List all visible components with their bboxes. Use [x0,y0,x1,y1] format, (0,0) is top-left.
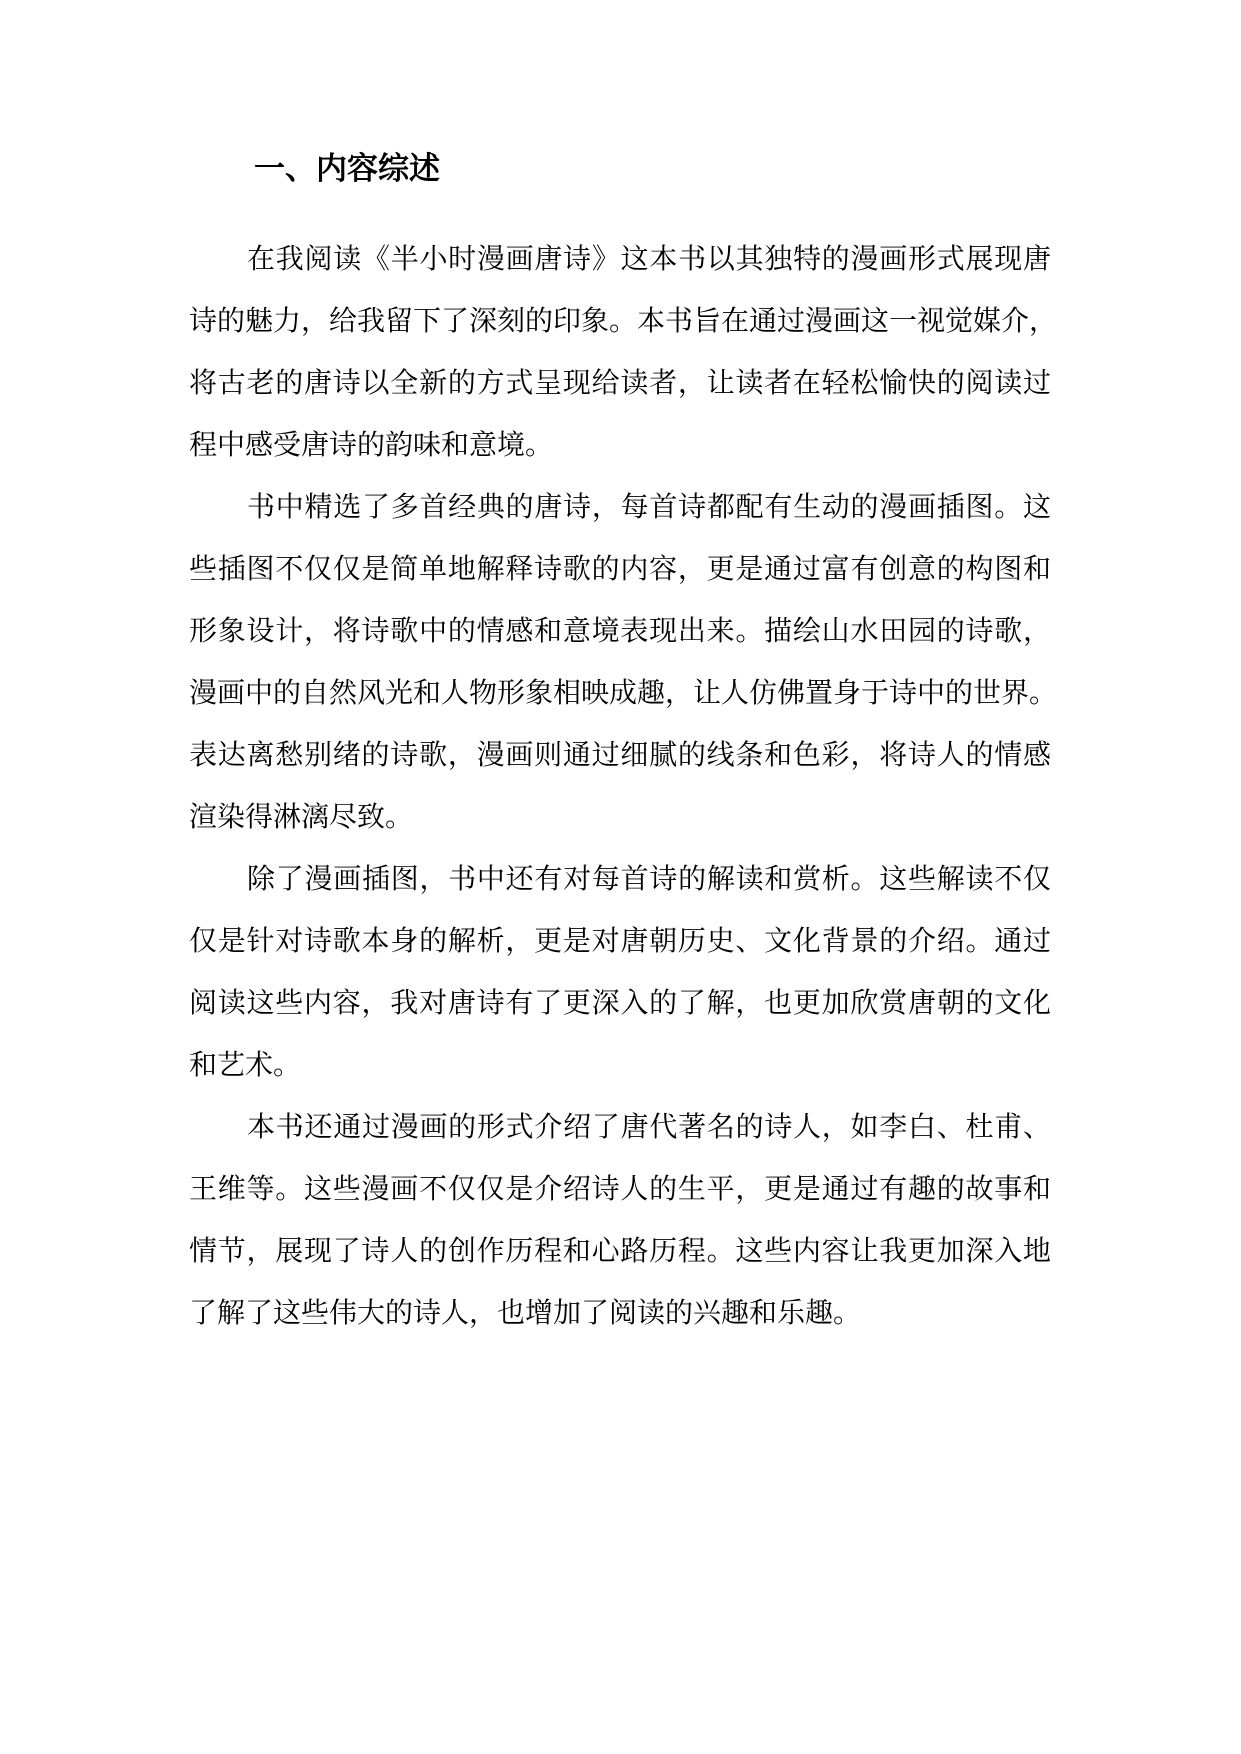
section-heading: 一、内容综述 [254,151,440,187]
body-text [189,228,1058,1344]
paragraph-line: 阅读这些内容，我对唐诗有了更深入的了解，也更加欣赏唐朝的文化 [189,986,1051,1019]
paragraph-line: 些插图不仅仅是简单地解释诗歌的内容，更是通过富有创意的构图和 [189,552,1051,585]
paragraph-line: 诗的魅力，给我留下了深刻的印象。本书旨在通过漫画这一视觉媒介， [189,304,1058,337]
paragraph-line: 仅是针对诗歌本身的解析，更是对唐朝历史、文化背景的介绍。通过 [189,924,1051,957]
paragraph-line: 程中感受唐诗的韵味和意境。 [189,428,554,461]
paragraph-1 [189,228,1058,476]
paragraph-line: 渲染得淋漓尽致。 [189,800,414,833]
paragraph-line: 本书还通过漫画的形式介绍了唐代著名的诗人，如李白、杜甫、 [247,1110,1051,1143]
paragraph-line: 漫画中的自然风光和人物形象相映成趣，让人仿佛置身于诗中的世界。 [189,676,1058,709]
paragraph-line: 书中精选了多首经典的唐诗，每首诗都配有生动的漫画插图。这 [247,490,1051,523]
paragraph-line: 了解了这些伟大的诗人，也增加了阅读的兴趣和乐趣。 [189,1296,862,1329]
paragraph-2 [189,476,1058,848]
paragraph-3 [189,848,1051,1096]
paragraph-line: 情节，展现了诗人的创作历程和心路历程。这些内容让我更加深入地 [189,1234,1051,1267]
paragraph-line: 将古老的唐诗以全新的方式呈现给读者，让读者在轻松愉快的阅读过 [189,366,1051,399]
paragraph-line: 形象设计，将诗歌中的情感和意境表现出来。描绘山水田园的诗歌， [189,614,1051,647]
paragraph-line: 在我阅读《半小时漫画唐诗》这本书以其独特的漫画形式展现唐 [247,242,1051,275]
paragraph-line: 和艺术。 [189,1048,302,1081]
paragraph-line: 表达离愁别绪的诗歌，漫画则通过细腻的线条和色彩，将诗人的情感 [189,738,1051,771]
paragraph-4 [189,1096,1051,1344]
paragraph-line: 王维等。这些漫画不仅仅是介绍诗人的生平，更是通过有趣的故事和 [189,1172,1051,1205]
paragraph-line: 除了漫画插图，书中还有对每首诗的解读和赏析。这些解读不仅 [247,862,1051,895]
